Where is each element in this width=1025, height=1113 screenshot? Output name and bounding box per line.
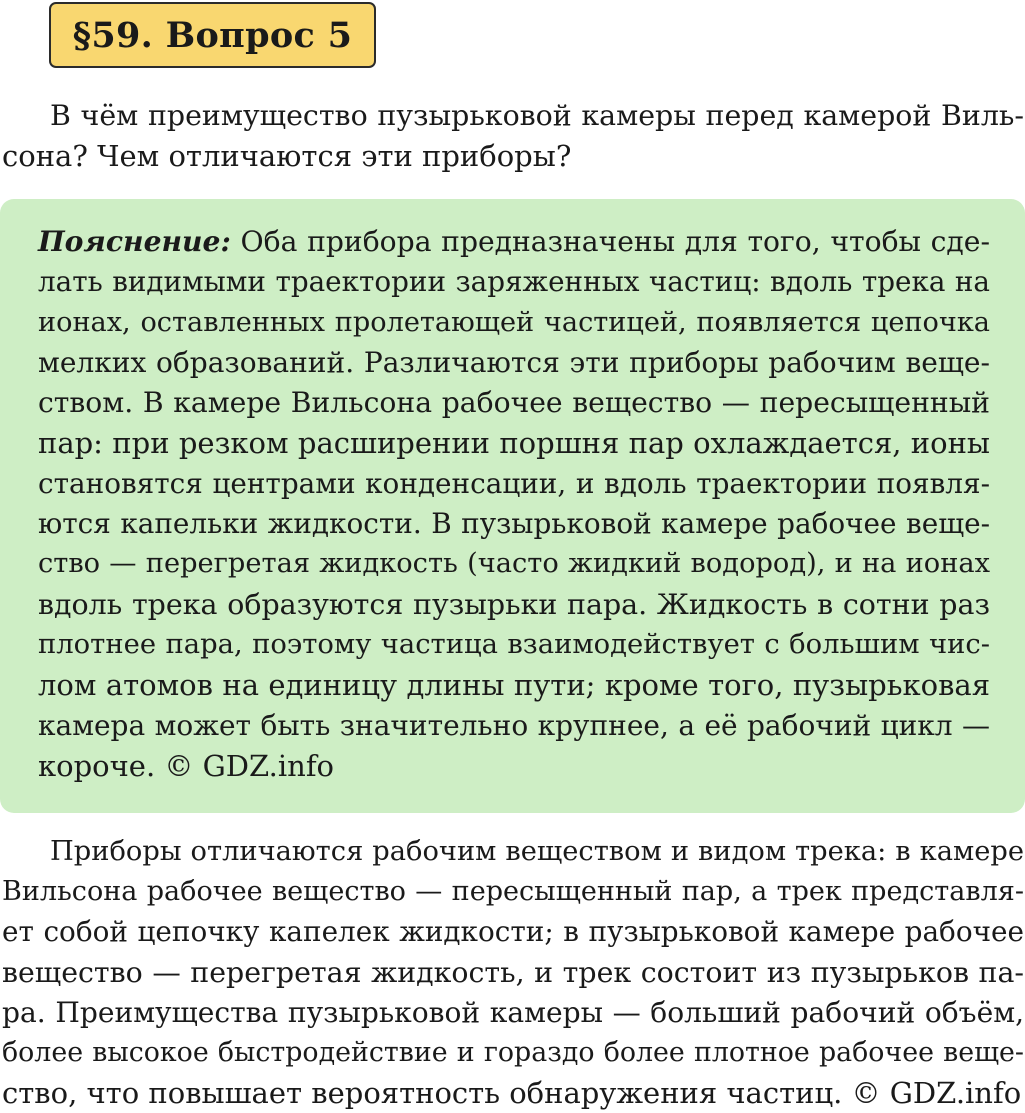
- answer-text: [2, 832, 1024, 1113]
- question-line: В чём преимущество пузырьковой камеры перед камерой Виль-: [50, 99, 1024, 132]
- explanation-line: лом атомов на единицу длины пути; кроме того, пузырьковая: [38, 668, 990, 703]
- explanation-text: [38, 222, 990, 786]
- question-line: сона? Чем отличаются эти приборы?: [2, 139, 572, 173]
- explanation-line: ство — перегретая жидкость (часто жидкий водород), и на ионах: [38, 548, 990, 580]
- answer-line: ство, что повышает вероятность обнаружения частиц. © GDZ.info: [2, 1076, 1022, 1111]
- explanation-line: ются капельки жидкости. В пузырьковой камере рабочее веще-: [38, 507, 990, 541]
- answer-line: Приборы отличаются рабочим веществом и видом трека: в камере: [50, 836, 1024, 867]
- answer-line: ет собой цепочку капелек жидкости; в пузырьковой камере рабочее: [2, 915, 1024, 949]
- answer-line: более высокое быстродействие и гораздо более плотное рабочее веще-: [2, 1037, 1024, 1069]
- explanation-line: ством. В камере Вильсона рабочее вещество — пересыщенный: [38, 386, 990, 420]
- question-title: §59. Вопрос 5: [49, 2, 376, 68]
- explanation-line: пар: при резком расширении поршня пар охлаждается, ионы: [38, 426, 990, 461]
- explanation-first-line: Оба прибора предназначены для того, чтобы сде-: [230, 225, 990, 258]
- explanation-line: камера может быть значительно крупнее, а её рабочий цикл —: [38, 708, 990, 742]
- answer-line: вещество — перегретая жидкость, и трек состоит из пузырьков па-: [2, 955, 1024, 989]
- explanation-line: [38, 222, 990, 262]
- answer-line: ра. Преимущества пузырьковой камеры — больший рабочий объём,: [2, 995, 1024, 1029]
- question-text: [2, 96, 1024, 176]
- explanation-line: плотнее пара, поэтому частица взаимодействует с большим чис-: [38, 628, 990, 660]
- explanation-line: ионах, оставленных пролетающей частицей, появляется цепочка: [38, 306, 990, 338]
- answer-line: Вильсона рабочее вещество — пересыщенный пар, а трек представля-: [2, 876, 1024, 908]
- explanation-line: лать видимыми траектории заряженных частиц: вдоль трека на: [38, 265, 990, 299]
- explanation-line: мелких образований. Различаются эти приборы рабочим веще-: [38, 345, 990, 379]
- explanation-line: короче. © GDZ.info: [38, 748, 335, 783]
- explanation-line: становятся центрами конденсации, и вдоль траектории появля-: [38, 466, 990, 500]
- explanation-label: Пояснение:: [38, 225, 231, 258]
- explanation-line: вдоль трека образуются пузырьки пара. Жидкость в сотни раз: [38, 587, 990, 621]
